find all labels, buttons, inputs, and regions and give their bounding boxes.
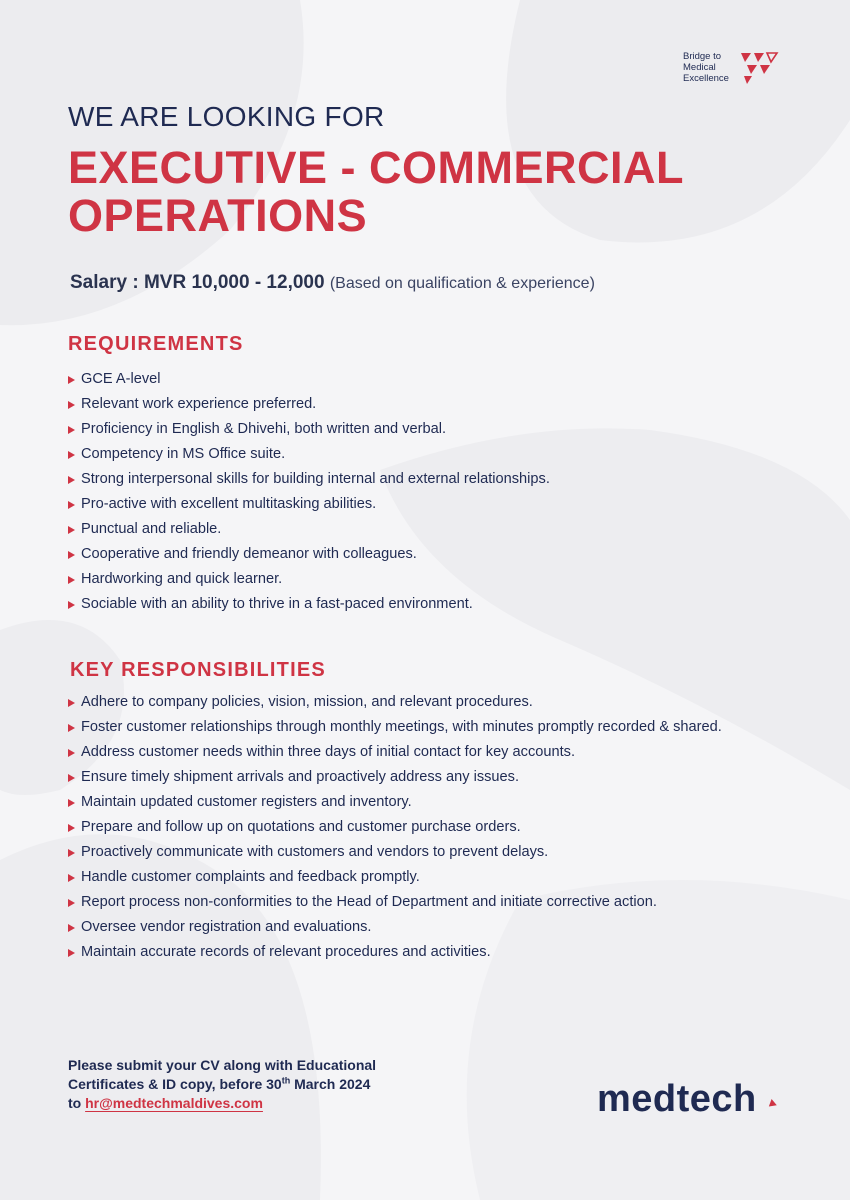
apply-line: Please submit your CV along with Educational xyxy=(68,1057,377,1073)
bullet-arrow-icon xyxy=(68,874,75,882)
email-link[interactable]: hr@medtechmaldives.com xyxy=(85,1095,263,1111)
brand-tagline-line: Excellence xyxy=(683,73,729,84)
list-item: Hardworking and quick learner. xyxy=(68,567,550,592)
brand-tagline-line: Bridge to xyxy=(683,51,722,62)
bullet-arrow-icon xyxy=(68,724,75,732)
list-item: Relevant work experience preferred. xyxy=(68,392,550,417)
salary-range: MVR 10,000 - 12,000 xyxy=(143,272,325,293)
bullet-arrow-icon xyxy=(68,426,75,434)
list-item: Proactively communicate with customers and vendors to prevent delays. xyxy=(68,840,722,865)
list-item: Strong interpersonal skills for building internal and external relationships. xyxy=(68,467,550,492)
bullet-arrow-icon xyxy=(68,824,75,832)
bullet-arrow-icon xyxy=(68,401,75,409)
bullet-arrow-icon xyxy=(68,899,75,907)
requirements-list xyxy=(68,367,550,617)
brand-header xyxy=(683,51,779,85)
bullet-arrow-icon xyxy=(68,576,75,584)
salary-label: Salary : xyxy=(70,272,144,293)
list-item: Address customer needs within three days of initial contact for key accounts. xyxy=(68,740,722,765)
list-item: GCE A-level xyxy=(68,367,550,392)
bullet-arrow-icon xyxy=(68,601,75,609)
bullet-arrow-icon xyxy=(68,749,75,757)
responsibilities-list xyxy=(68,690,722,965)
bullet-arrow-icon xyxy=(68,501,75,509)
brand-tagline-line: Medical xyxy=(683,62,716,73)
brand-mark-icon xyxy=(741,51,779,85)
list-item: Prepare and follow up on quotations and customer purchase orders. xyxy=(68,815,722,840)
list-item: Ensure timely shipment arrivals and proactively address any issues. xyxy=(68,765,722,790)
responsibilities-heading: KEY RESPONSIBILITIES xyxy=(70,659,326,681)
list-item: Cooperative and friendly demeanor with colleagues. xyxy=(68,542,550,567)
bullet-arrow-icon xyxy=(68,799,75,807)
list-item: Punctual and reliable. xyxy=(68,517,550,542)
bullet-arrow-icon xyxy=(68,699,75,707)
list-item: Maintain updated customer registers and inventory. xyxy=(68,790,722,815)
requirements-heading: REQUIREMENTS xyxy=(68,333,244,355)
list-item: Report process non-conformities to the Head of Department and initiate corrective action. xyxy=(68,890,722,915)
bullet-arrow-icon xyxy=(68,376,75,384)
bullet-arrow-icon xyxy=(68,849,75,857)
bullet-arrow-icon xyxy=(68,476,75,484)
bullet-arrow-icon xyxy=(68,774,75,782)
list-item: Maintain accurate records of relevant procedures and activities. xyxy=(68,940,722,965)
medtech-logo xyxy=(597,1078,757,1121)
application-instructions xyxy=(68,1056,376,1113)
apply-line: Certificates & ID copy, before 30th March 2024 xyxy=(68,1075,371,1092)
salary-note: (Based on qualification & experience) xyxy=(329,275,595,292)
bullet-arrow-icon xyxy=(68,949,75,957)
apply-line: to hr@medtechmaldives.com xyxy=(68,1095,263,1111)
bullet-arrow-icon xyxy=(68,551,75,559)
bullet-arrow-icon xyxy=(68,451,75,459)
list-item: Sociable with an ability to thrive in a fast-paced environment. xyxy=(68,592,550,617)
logo-accent-icon xyxy=(769,1099,778,1109)
bullet-arrow-icon xyxy=(68,924,75,932)
date-ordinal: th xyxy=(281,1075,291,1086)
brand-tagline xyxy=(683,51,739,84)
list-item: Foster customer relationships through monthly meetings, with minutes promptly recorded & shared. xyxy=(68,715,722,740)
list-item: Competency in MS Office suite. xyxy=(68,442,550,467)
salary-line xyxy=(70,272,595,294)
logo-wordmark: medtech xyxy=(597,1078,757,1120)
list-item: Handle customer complaints and feedback promptly. xyxy=(68,865,722,890)
list-item: Adhere to company policies, vision, mission, and relevant procedures. xyxy=(68,690,722,715)
bullet-arrow-icon xyxy=(68,526,75,534)
list-item: Pro-active with excellent multitasking abilities. xyxy=(68,492,550,517)
kicker-heading: WE ARE LOOKING FOR xyxy=(68,101,385,132)
job-title: EXECUTIVE - COMMERCIAL OPERATIONS xyxy=(68,142,684,241)
list-item: Oversee vendor registration and evaluations. xyxy=(68,915,722,940)
list-item: Proficiency in English & Dhivehi, both written and verbal. xyxy=(68,417,550,442)
